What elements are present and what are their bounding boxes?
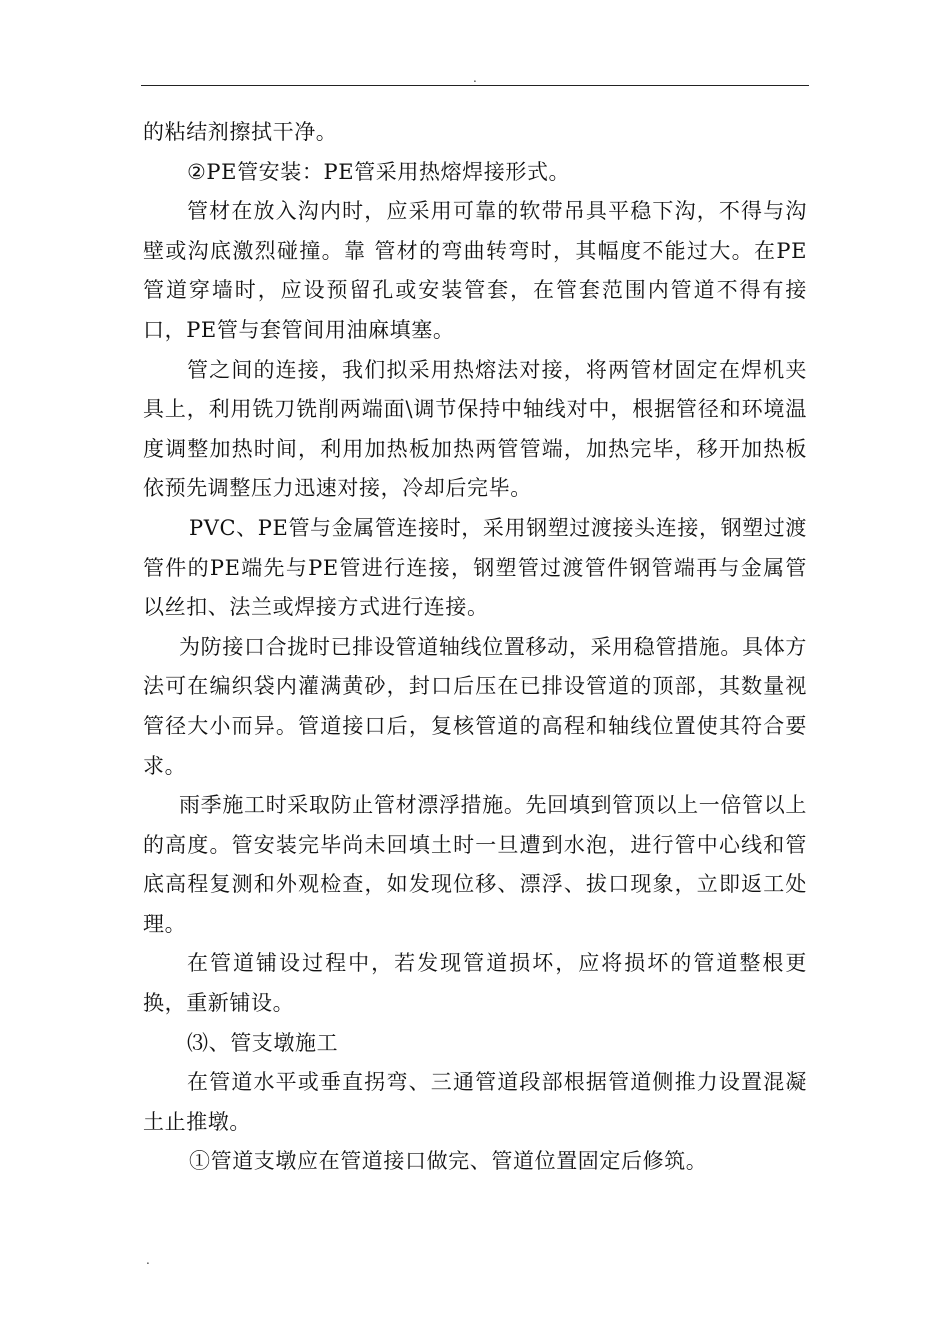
paragraph-6: 为防接口合拢时已排设管道轴线位置移动，采用稳管措施。具体方法可在编织袋内灌满黄砂，封口后压在已排设管道的顶部，其数量视管径大小而异。管道接口后，复核管道的高程和轴线位置使其符合要求。 (143, 634, 807, 778)
paragraph-9: 在管道水平或垂直拐弯、三通管道段部根据管道侧推力设置混凝土止推墩。 (143, 1070, 807, 1134)
body-text (143, 113, 807, 1182)
paragraph-4: 管之间的连接，我们拟采用热熔法对接，将两管材固定在焊机夹具上，利用铣刀铣削两端面\调节保持中轴线对中，根据管径和环境温度调整加热时间，利用加热板加热两管管端，加热完毕，移开加热板依预先调整压力迅速对接，冷却后完毕。 (143, 357, 807, 501)
section-heading: ⑶、管支墩施工 (187, 1030, 339, 1055)
header-rule (141, 85, 809, 86)
paragraph-5: PVC、PE管与金属管连接时，采用钢塑过渡接头连接，钢塑过渡管件的PE端先与PE管进行连接，钢塑管过渡管件钢管端再与金属管以丝扣、法兰或焊接方式进行连接。 (143, 515, 807, 620)
paragraph-1: 的粘结剂擦拭干净。 (143, 120, 338, 144)
footer-mark: . (146, 1253, 150, 1267)
paragraph-2: ②PE管安装：PE管采用热熔焊接形式。 (187, 159, 571, 184)
header-mark: . (473, 71, 477, 85)
paragraph-7: 雨季施工时采取防止管材漂浮措施。先回填到管顶以上一倍管以上的高度。管安装完毕尚未回填土时一旦遭到水泡，进行管中心线和管底高程复测和外观检查，如发现位移、漂浮、拔口现象，立即返工处理。 (143, 793, 807, 936)
paragraph-8: 在管道铺设过程中，若发现管道损坏，应将损坏的管道整根更换，重新铺设。 (143, 951, 807, 1016)
paragraph-3: 管材在放入沟内时，应采用可靠的软带吊具平稳下沟，不得与沟壁或沟底激烈碰撞。靠 管材的弯曲转弯时，其幅度不能过大。在PE管道穿墙时，应设预留孔或安装管套，在管套范围内管道不得有接口，PE管与套管间用油麻填塞。 (143, 199, 807, 342)
paragraph-10: ①管道支墩应在管道接口做完、管道位置固定后修筑。 (189, 1149, 708, 1174)
